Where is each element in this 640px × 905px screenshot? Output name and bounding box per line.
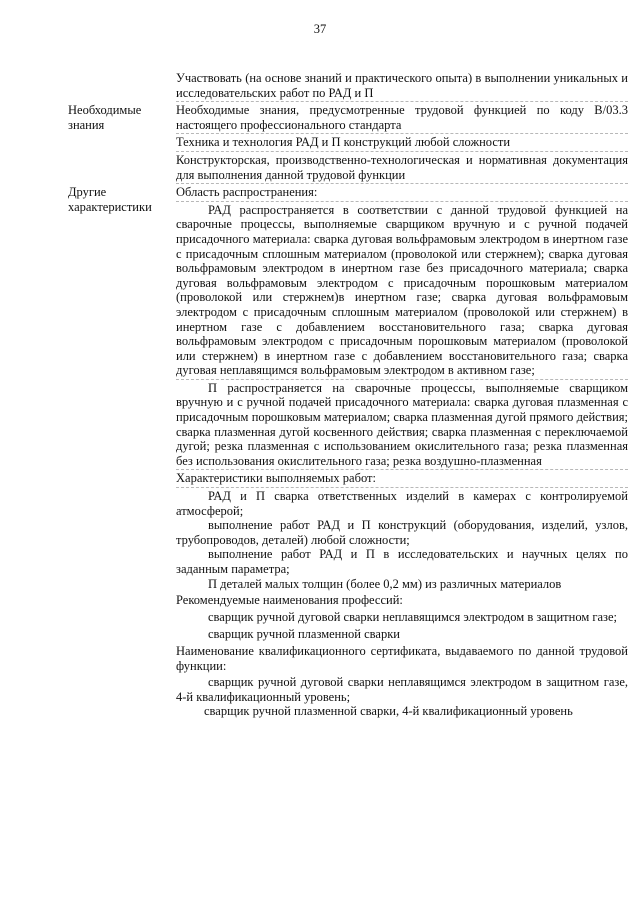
certificates-list — [176, 675, 628, 720]
table-row — [68, 103, 628, 185]
certificate-title: Наименование квалификационного сертификата, выдаваемого по данной трудовой функции: — [176, 643, 628, 673]
p-scope-text: П распространяется на сварочные процессы, выполняемые сварщиком вручную и с ручной подачей присадочного материала: сварка дуговая плазменная с присадочным порошковым материалом; сварка плазменная дугой прямого действия; сварка плазменная дугой косвенного действия; сварка плазменная с переключаемой дугой; резка плазменная с использованием окислительного газа; резка плазменная без использования окислительного газа; резка воздушно-плазменная — [176, 381, 628, 471]
list-item: сварщик ручной дуговой сварки неплавящимся электродом в защитном газе, 4-й квалификационный уровень; — [176, 675, 628, 704]
list-item: выполнение работ РАД и П в исследовательских и научных целях по заданным параметра; — [176, 547, 628, 576]
works-title: Характеристики выполняемых работ: — [176, 471, 628, 488]
row-label — [68, 71, 176, 103]
professions-title: Рекомендуемые наименования профессий: — [176, 593, 403, 608]
row-content — [176, 185, 628, 721]
row-content — [176, 103, 628, 185]
list-item: выполнение работ РАД и П конструкций (оборудования, изделий, узлов, трубопроводов, деталей) любой сложности; — [176, 518, 628, 547]
row-label-knowledge: Необходимые знания — [68, 103, 142, 132]
list-item: сварщик ручной плазменной сварки, 4-й квалификационный уровень — [204, 704, 573, 719]
area-title: Область распространения: — [176, 185, 628, 202]
works-list — [176, 489, 628, 592]
table-cell: Необходимые знания, предусмотренные трудовой функцией по коду В/03.3 настоящего профессионального стандарта — [176, 103, 628, 134]
table-cell: Участвовать (на основе знаний и практического опыта) в выполнении уникальных и исследовательских работ по РАД и П — [176, 71, 628, 102]
table-cell: Конструкторская, производственно-технологическая и нормативная документация для выполнения данной трудовой функции — [176, 153, 628, 184]
list-item: сварщик ручной плазменной сварки — [208, 627, 400, 642]
page-number: 37 — [313, 22, 327, 36]
rad-scope-text: РАД распространяется в соответствии с данной трудовой функцией на сварочные процессы, выполняемые сварщиком вручную и с ручной подачей присадочного материала: сварка дуговая вольфрамовым электродом в инертном газе с присадочным сплошным материалом (проволокой или стержнем); сварка дуговая вольфрамовым электродом в инертном газе без присадочного материала; сварка дуговая вольфрамовым электродом с присадочным порошковым материалом (проволокой или стержнем)в инертном газе; сварка дуговая вольфрамовым электродом с присадочным сплошным материалом (проволокой или стержнем) в инертном газе с добавлением восстановительного газа; сварка дуговая вольфрамовым электродом с присадочным порошковым материалом (проволокой или стержнем) в инертном газе с добавлением восстановительного газа; сварка дуговая неплавящимся вольфрамовым электродом в активном газе; — [176, 203, 628, 380]
row-label-other: Другие характеристики — [68, 185, 152, 214]
list-item: сварщик ручной дуговой сварки неплавящимся электродом в защитном газе; — [208, 609, 618, 624]
table-row — [68, 71, 628, 103]
list-item: П деталей малых толщин (более 0,2 мм) из различных материалов — [208, 576, 562, 591]
row-content — [176, 71, 628, 103]
list-item: РАД и П сварка ответственных изделий в камерах с контролируемой атмосферой; — [176, 489, 628, 518]
characteristics-table — [68, 71, 628, 721]
professions-list — [176, 610, 628, 643]
table-row — [68, 185, 628, 721]
table-cell: Техника и технология РАД и П конструкций любой сложности — [176, 135, 628, 152]
